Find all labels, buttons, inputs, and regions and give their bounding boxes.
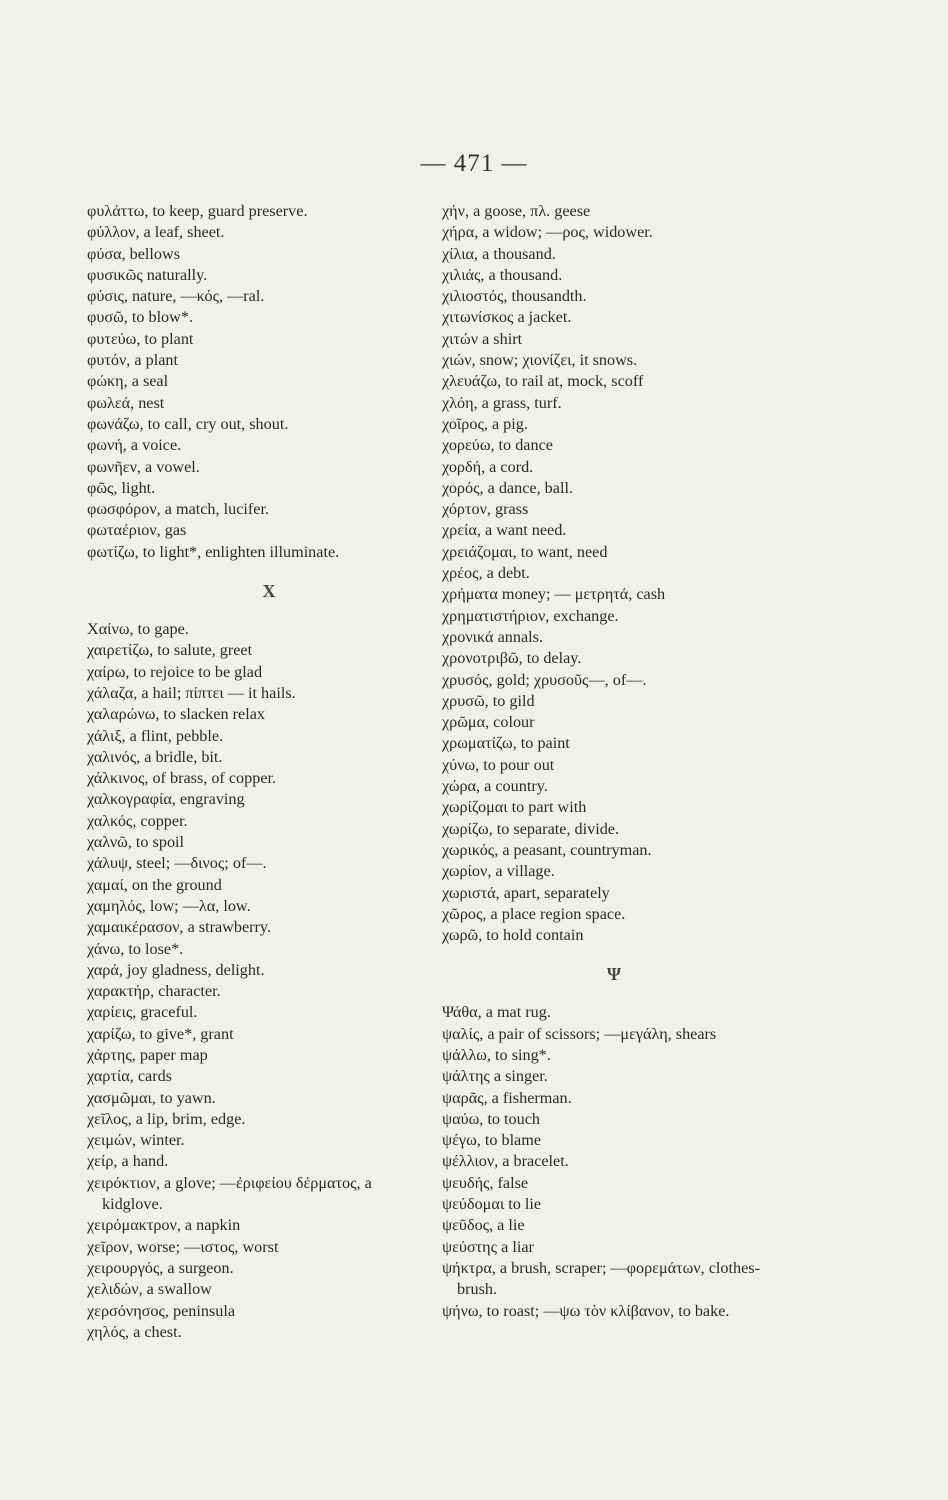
dictionary-entry: χρῶμα, colour — [442, 713, 535, 732]
dictionary-entry: χαρά, joy gladness, delight. — [87, 960, 265, 979]
dictionary-entry: χαμαικέρασον, a strawberry. — [87, 918, 272, 937]
dictionary-entry: χάλιξ, a flint, pebble. — [87, 726, 224, 745]
dictionary-entry: ψαλίς, a pair of scissors; —μεγάλη, shears — [442, 1024, 717, 1043]
dictionary-entry: χάλκινος, of brass, of copper. — [87, 769, 277, 788]
dictionary-entry: χωρικός, a peasant, countryman. — [442, 840, 652, 859]
dictionary-entry: ψαύω, to touch — [442, 1109, 540, 1128]
dictionary-entry: χόρτον, grass — [442, 500, 529, 519]
dictionary-entry: φωτίζω, to light*, enlighten illuminate. — [87, 542, 340, 561]
dictionary-entry: ψεύδομαι to lie — [442, 1195, 542, 1214]
section-letter-psi: Ψ — [606, 964, 623, 985]
dictionary-entry: ψήνω, to roast; —ψω τὸν κλίβανον, to bake. — [442, 1301, 730, 1320]
dictionary-entry: χασμῶμαι, to yawn. — [87, 1088, 216, 1107]
dictionary-entry: χείρ, a hand. — [87, 1152, 169, 1171]
dictionary-entry: χαρίεις, graceful. — [87, 1003, 198, 1022]
dictionary-entry: χαλνῶ, to spoil — [87, 833, 185, 852]
dictionary-entry: χῶρος, a place region space. — [442, 904, 626, 923]
dictionary-entry: χηλός, a chest. — [87, 1322, 182, 1341]
dictionary-entry: χαρακτήρ, character. — [87, 982, 221, 1001]
dictionary-entry: φωλεά, nest — [87, 393, 165, 412]
dictionary-entry: φυσικῶς naturally. — [87, 265, 208, 284]
dictionary-entry: χειρόμακτρον, a napkin — [87, 1216, 241, 1235]
dictionary-entry: χήν, a goose, πλ. geese — [442, 202, 591, 220]
dictionary-entry: ψήκτρα, a brush, scraper; —φορεμάτων, clothes-brush. — [442, 1258, 760, 1299]
dictionary-entry: χαμηλός, low; —λα, low. — [87, 896, 251, 915]
dictionary-entry: χρυσῶ, to gild — [442, 691, 535, 710]
dictionary-entry: χίλια, a thousand. — [442, 244, 556, 263]
dictionary-entry: χρεία, a want need. — [442, 521, 567, 540]
dictionary-entry: ψεύστης a liar — [442, 1237, 534, 1256]
dictionary-entry: ψεῦδος, a lie — [442, 1216, 525, 1235]
dictionary-entry: χορός, a dance, ball. — [442, 478, 573, 497]
dictionary-entry: χωρίζω, to separate, divide. — [442, 819, 620, 838]
dictionary-entry: χάλαζα, a hail; πίπτει — it hails. — [87, 683, 296, 702]
dictionary-entry: φωνῆεν, a vowel. — [87, 457, 200, 476]
dictionary-entry: χαμαί, on the ground — [87, 875, 222, 894]
dictionary-entry: ψευδής, false — [442, 1173, 529, 1192]
dictionary-entry: χάλυψ, steel; —δινος; of—. — [87, 854, 267, 873]
dictionary-entry: χωρίον, a village. — [442, 862, 555, 881]
dictionary-entry: χαλκογραφία, engraving — [87, 790, 245, 809]
dictionary-entry: χαλινός, a bridle, bit. — [87, 747, 223, 766]
dictionary-entry: ψέγω, to blame — [442, 1131, 542, 1150]
dictionary-entry: χειμών, winter. — [87, 1131, 185, 1150]
page-number: — 471 — — [420, 150, 528, 177]
dictionary-entry: Χαίνω, to gape. — [87, 620, 189, 639]
dictionary-entry: χώρα, a country. — [442, 777, 548, 796]
right-column — [442, 201, 787, 1322]
dictionary-entry: χρονικά annals. — [442, 627, 543, 646]
dictionary-entry: χορεύω, to dance — [442, 436, 553, 455]
dictionary-entry: χιλιάς, a thousand. — [442, 265, 563, 284]
dictionary-entry: φῶς, light. — [87, 478, 156, 497]
dictionary-entry: χοῖρος, a pig. — [442, 414, 528, 433]
dictionary-entry: χαλκός, copper. — [87, 811, 188, 830]
dictionary-entry: ψάλτης a singer. — [442, 1067, 548, 1086]
dictionary-entry: χήρα, a widow; —ρος, widower. — [442, 223, 653, 242]
dictionary-entry: χιτών a shirt — [442, 329, 523, 348]
dictionary-entry: χειρουργός, a surgeon. — [87, 1258, 234, 1277]
dictionary-entry: χρειάζομαι, to want, need — [442, 542, 608, 561]
dictionary-entry: ψαρᾶς, a fisherman. — [442, 1088, 572, 1107]
dictionary-entry: ψέλλιον, a bracelet. — [442, 1152, 569, 1171]
dictionary-entry: χεῖρον, worse; —ιστος, worst — [87, 1237, 279, 1256]
section-letter-chi: Χ — [262, 581, 277, 602]
dictionary-entry: χωρῶ, to hold contain — [442, 926, 584, 945]
dictionary-entry: χορδή, a cord. — [442, 457, 534, 476]
dictionary-entry: χωριστά, apart, separately — [442, 883, 610, 902]
dictionary-entry: φωνάζω, to call, cry out, shout. — [87, 414, 289, 433]
dictionary-entry: χιτωνίσκος a jacket. — [442, 308, 572, 327]
dictionary-entry: χωρίζομαι to part with — [442, 798, 587, 817]
dictionary-entry: χειρόκτιον, a glove; —ἐριφείου δέρματος, a kidglove. — [87, 1173, 372, 1214]
dictionary-entry: χύνω, to pour out — [442, 755, 555, 774]
dictionary-entry: φωνή, a voice. — [87, 436, 182, 455]
dictionary-entry: χιλιοστός, thousandth. — [442, 287, 587, 306]
dictionary-entry: χλευάζω, to rail at, mock, scoff — [442, 372, 644, 391]
dictionary-entry: φύσα, bellows — [87, 244, 181, 263]
dictionary-entry: χρήματα money; — μετρητά, cash — [442, 585, 666, 604]
dictionary-entry: φυτεύω, to plant — [87, 329, 194, 348]
dictionary-entry: χάνω, to lose*. — [87, 939, 184, 958]
dictionary-entry: φυτόν, a plant — [87, 351, 178, 370]
dictionary-entry: χάρτης, paper map — [87, 1045, 208, 1064]
dictionary-entry: φωταέριον, gas — [87, 521, 187, 540]
dictionary-entry: Ψάθα, a mat rug. — [442, 1003, 551, 1022]
dictionary-entry: χιών, snow; χιονίζει, it snows. — [442, 351, 638, 370]
dictionary-entry: χεῖλος, a lip, brim, edge. — [87, 1109, 246, 1128]
dictionary-entry: φωσφόρον, a match, lucifer. — [87, 500, 270, 519]
dictionary-entry: φώκη, a seal — [87, 372, 169, 391]
dictionary-entry: φύσις, nature, —κός, —ral. — [87, 287, 265, 306]
dictionary-entry: χαίρω, to rejoice to be glad — [87, 662, 263, 681]
dictionary-entry: χαρτία, cards — [87, 1067, 172, 1086]
dictionary-entry: φυσῶ, to blow*. — [87, 308, 193, 327]
dictionary-entry: χρέος, a debt. — [442, 564, 530, 583]
dictionary-entry: χελιδών, a swallow — [87, 1280, 212, 1299]
dictionary-entry: χαιρετίζω, to salute, greet — [87, 641, 253, 660]
dictionary-entry: φύλλον, a leaf, sheet. — [87, 223, 225, 242]
dictionary-entry: χρονοτριβῶ, to delay. — [442, 649, 582, 668]
dictionary-entry: χρηματιστήριον, exchange. — [442, 606, 619, 625]
dictionary-entry: χαρίζω, to give*, grant — [87, 1024, 234, 1043]
dictionary-entry: χρωματίζω, to paint — [442, 734, 570, 753]
dictionary-entry: χρυσός, gold; χρυσοῦς—, of—. — [442, 670, 647, 689]
dictionary-entry: χλόη, a grass, turf. — [442, 393, 562, 412]
dictionary-entry: χαλαρώνω, to slacken relax — [87, 705, 266, 724]
dictionary-entry: φυλάττω, to keep, guard preserve. — [87, 202, 308, 220]
dictionary-entry: χερσόνησος, peninsula — [87, 1301, 236, 1320]
dictionary-entry: ψάλλω, to sing*. — [442, 1045, 551, 1064]
left-column — [87, 201, 432, 1343]
